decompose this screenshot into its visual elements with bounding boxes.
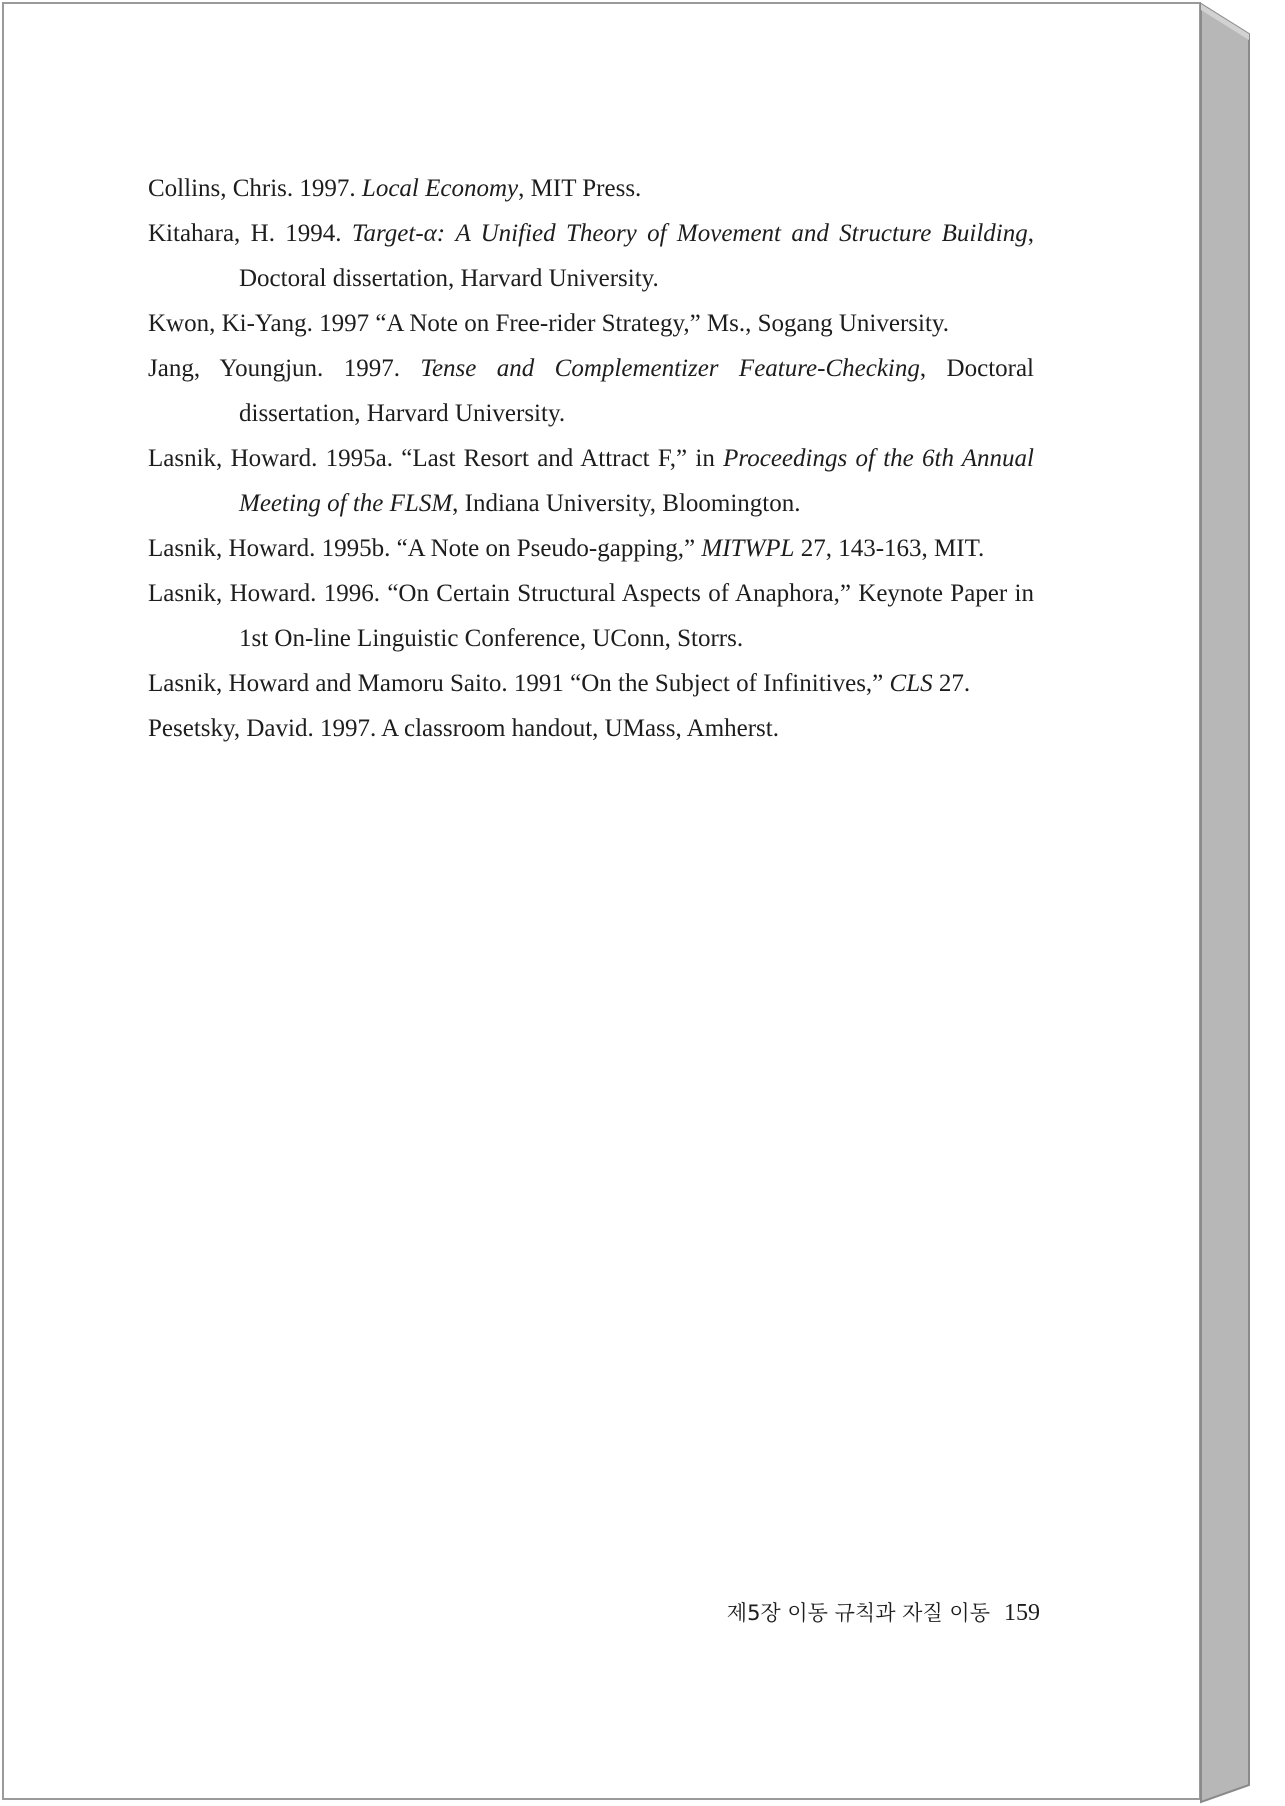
reference-entry xyxy=(148,436,1034,526)
reference-text: , Indiana University, Bloomington. xyxy=(452,490,801,517)
reference-text: Lasnik, Howard and Mamoru Saito. 1991 “On the Subject of Infinitives,” xyxy=(148,670,890,697)
reference-text: 27. xyxy=(932,670,971,697)
reference-entry xyxy=(148,706,1034,751)
reference-entry xyxy=(148,301,1034,346)
reference-entry xyxy=(148,571,1034,661)
reference-entry xyxy=(148,211,1034,301)
reference-text: Pesetsky, David. 1997. A classroom handout, UMass, Amherst. xyxy=(148,715,779,742)
reference-text: 27, 143-163, MIT. xyxy=(794,535,985,562)
reference-text: Lasnik, Howard. 1996. “On Certain Structural Aspects of Anaphora,” Keynote Paper in 1st On-line Linguistic Conference, UConn, Storrs. xyxy=(148,580,1034,652)
reference-text: , MIT Press. xyxy=(518,175,642,202)
reference-entry xyxy=(148,166,1034,211)
reference-text: Kwon, Ki-Yang. 1997 “A Note on Free-rider Strategy,” Ms., Sogang University. xyxy=(148,310,950,337)
reference-title: Target-α: A Unified Theory of Movement and Structure Building xyxy=(351,220,1028,247)
reference-title: Proceedings of the 6th Annual Meeting of the FLSM xyxy=(239,445,1035,517)
page-footer xyxy=(660,1597,1040,1627)
reference-entry xyxy=(148,661,1034,706)
reference-text: Lasnik, Howard. 1995b. “A Note on Pseudo-gapping,” xyxy=(148,535,702,562)
page-number: 159 xyxy=(1004,1600,1040,1626)
reference-title: Local Economy xyxy=(361,175,519,202)
reference-title: CLS xyxy=(889,670,933,697)
reference-text: , Doctoral dissertation, Harvard University. xyxy=(239,355,1035,427)
chapter-title: 제5장 이동 규칙과 자질 이동 xyxy=(726,1601,990,1625)
reference-text: Jang, Youngjun. 1997. xyxy=(148,355,421,382)
reference-entry xyxy=(148,346,1034,436)
reference-list xyxy=(148,166,1034,751)
reference-entry xyxy=(148,526,1034,571)
reference-text: , Doctoral dissertation, Harvard University. xyxy=(239,220,1034,292)
reference-text: Lasnik, Howard. 1995a. “Last Resort and Attract F,” in xyxy=(148,445,724,472)
reference-title: MITWPL xyxy=(701,535,795,562)
reference-title: Tense and Complementizer Feature-Checking xyxy=(420,355,920,382)
reference-text: Collins, Chris. 1997. xyxy=(148,175,362,202)
reference-text: Kitahara, H. 1994. xyxy=(148,220,352,247)
